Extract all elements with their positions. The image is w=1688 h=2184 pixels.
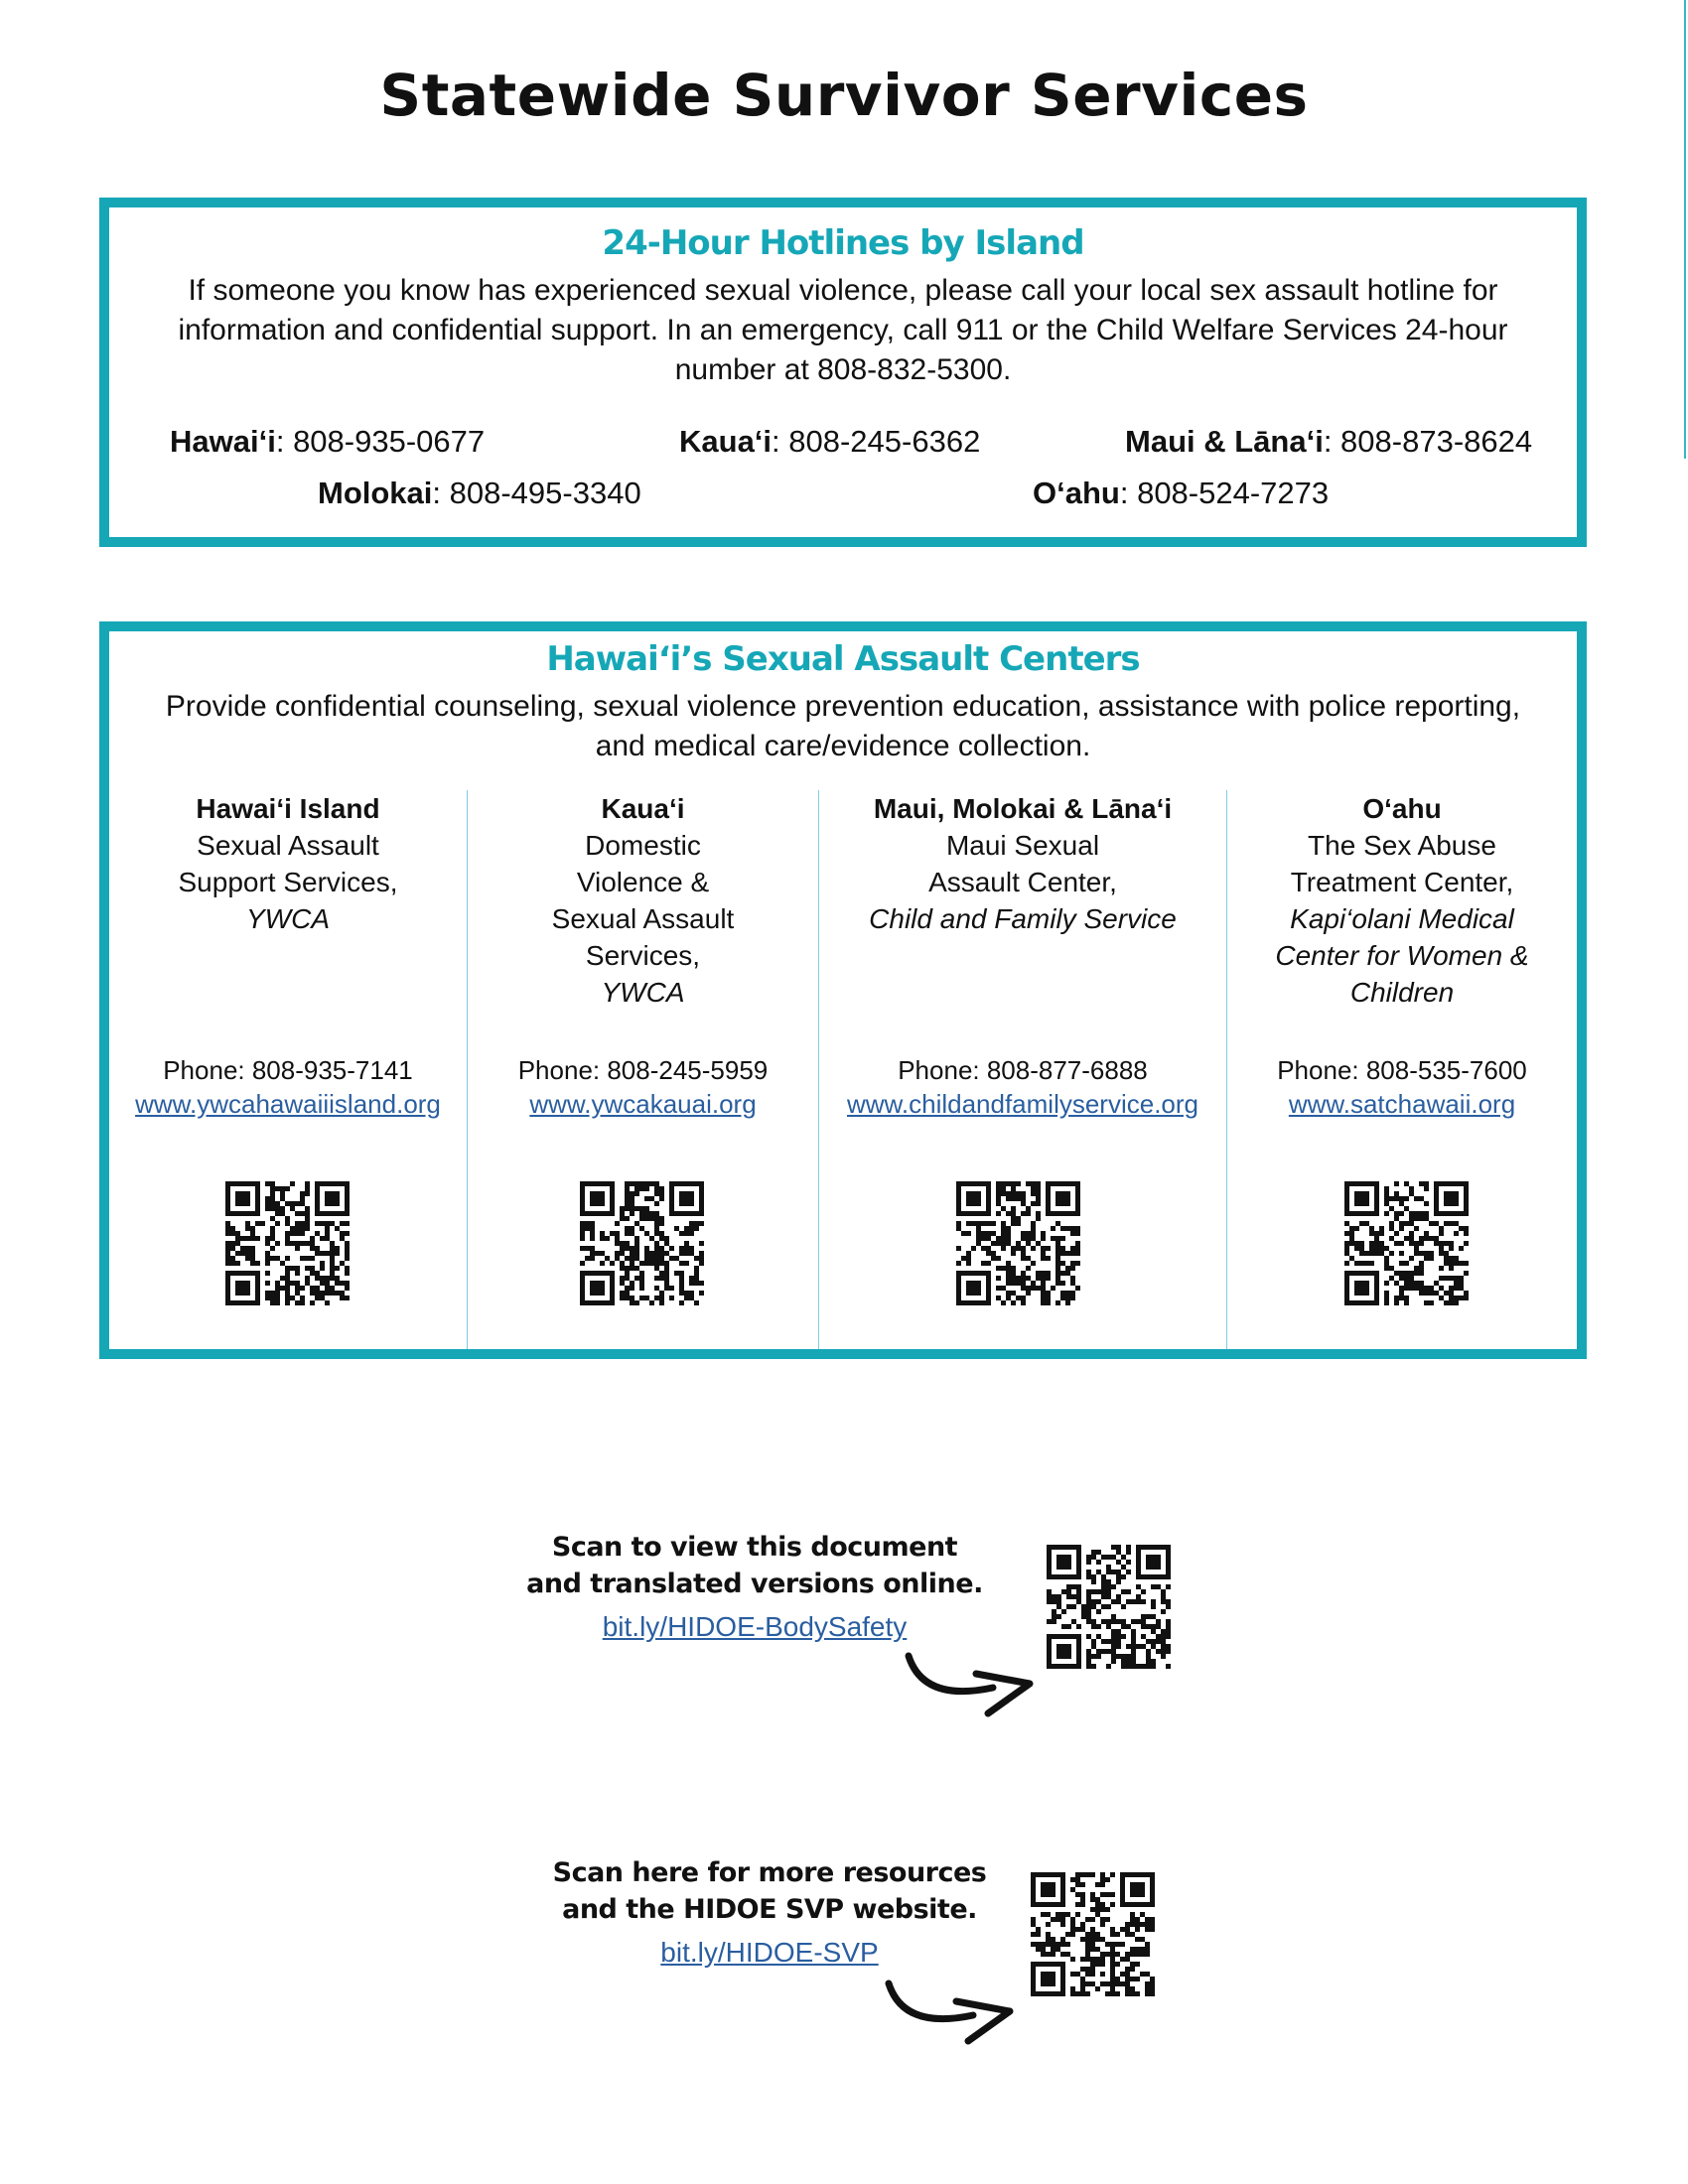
- qr-code[interactable]: [580, 1181, 704, 1305]
- scan-text: and translated versions online.: [526, 1569, 983, 1599]
- scan-resources-block: [511, 1854, 1028, 1971]
- centers-intro: Provide confidential counseling, sexual violence prevention education, assistance with police reporting, and medical care/evidence collection.: [165, 690, 1521, 762]
- hotline-hawaii: Hawai‘i: 808-935-0677: [170, 424, 486, 459]
- center-org: Maui Sexual Assault Center,: [928, 830, 1117, 897]
- hotline-kauai: Kaua‘i: 808-245-6362: [679, 424, 981, 459]
- center-phone: Phone: 808-535-7600: [1277, 1055, 1527, 1085]
- scan-document-block: [506, 1529, 1003, 1645]
- qr-code-svp[interactable]: [1031, 1872, 1155, 1996]
- center-column: [1226, 790, 1577, 1349]
- scan-text: and the HIDOE SVP website.: [562, 1894, 977, 1925]
- center-org: Sexual Assault Support Services,: [178, 830, 398, 897]
- qr-code[interactable]: [225, 1181, 350, 1305]
- scan-text: Scan to view this document: [551, 1532, 958, 1563]
- center-link[interactable]: www.satchawaii.org: [1288, 1089, 1516, 1119]
- center-phone: Phone: 808-935-7141: [163, 1055, 413, 1085]
- center-region: Kaua‘i: [601, 793, 685, 824]
- center-parent: Child and Family Service: [869, 903, 1177, 934]
- center-region: Maui, Molokai & Lāna‘i: [873, 793, 1173, 824]
- centers-heading: Hawai‘i’s Sexual Assault Centers: [546, 639, 1140, 679]
- center-column: [467, 790, 818, 1349]
- center-phone: Phone: 808-245-5959: [517, 1055, 769, 1085]
- hotline-oahu: O‘ahu: 808-524-7273: [1033, 476, 1330, 510]
- hotlines-intro: If someone you know has experienced sexual violence, please call your local sex assault hotline for information and confidential support. In an emergency, call 911 or the Child Welfare Services 24-hour number at 808-832-5300.: [178, 274, 1508, 386]
- page-title: Statewide Survivor Services: [379, 62, 1309, 129]
- center-region: O‘ahu: [1362, 793, 1442, 824]
- center-column: [818, 790, 1226, 1349]
- hotline-maui-lanai: Maui & Lāna‘i: 808-873-8624: [1125, 424, 1533, 459]
- hotline-molokai: Molokai: 808-495-3340: [318, 476, 641, 510]
- qr-code[interactable]: [956, 1181, 1080, 1305]
- bodysafety-link[interactable]: bit.ly/HIDOE-BodySafety: [602, 1611, 908, 1642]
- center-link[interactable]: www.ywcahawaiiisland.org: [135, 1089, 441, 1119]
- scan-text: Scan here for more resources: [552, 1857, 987, 1888]
- curved-arrow-icon: [879, 1976, 1018, 2055]
- hotlines-box: [99, 198, 1587, 547]
- center-org: The Sex Abuse Treatment Center,: [1290, 830, 1514, 897]
- hotlines-heading: 24-Hour Hotlines by Island: [602, 223, 1084, 263]
- qr-code-document[interactable]: [1047, 1545, 1171, 1669]
- center-region: Hawai‘i Island: [196, 793, 380, 824]
- qr-code[interactable]: [1344, 1181, 1469, 1305]
- svp-link[interactable]: bit.ly/HIDOE-SVP: [660, 1937, 879, 1968]
- center-parent: YWCA: [246, 903, 330, 934]
- center-parent: YWCA: [601, 977, 685, 1008]
- center-link[interactable]: www.childandfamilyservice.org: [846, 1089, 1199, 1119]
- center-link[interactable]: www.ywcakauai.org: [529, 1089, 757, 1119]
- center-org: Domestic Violence & Sexual Assault Services,: [551, 830, 735, 971]
- curved-arrow-icon: [899, 1648, 1038, 1727]
- center-phone: Phone: 808-877-6888: [898, 1055, 1148, 1085]
- center-column: [109, 790, 467, 1349]
- centers-box: [99, 621, 1587, 1359]
- center-parent: Kapi‘olani Medical Center for Women & Children: [1275, 903, 1529, 1008]
